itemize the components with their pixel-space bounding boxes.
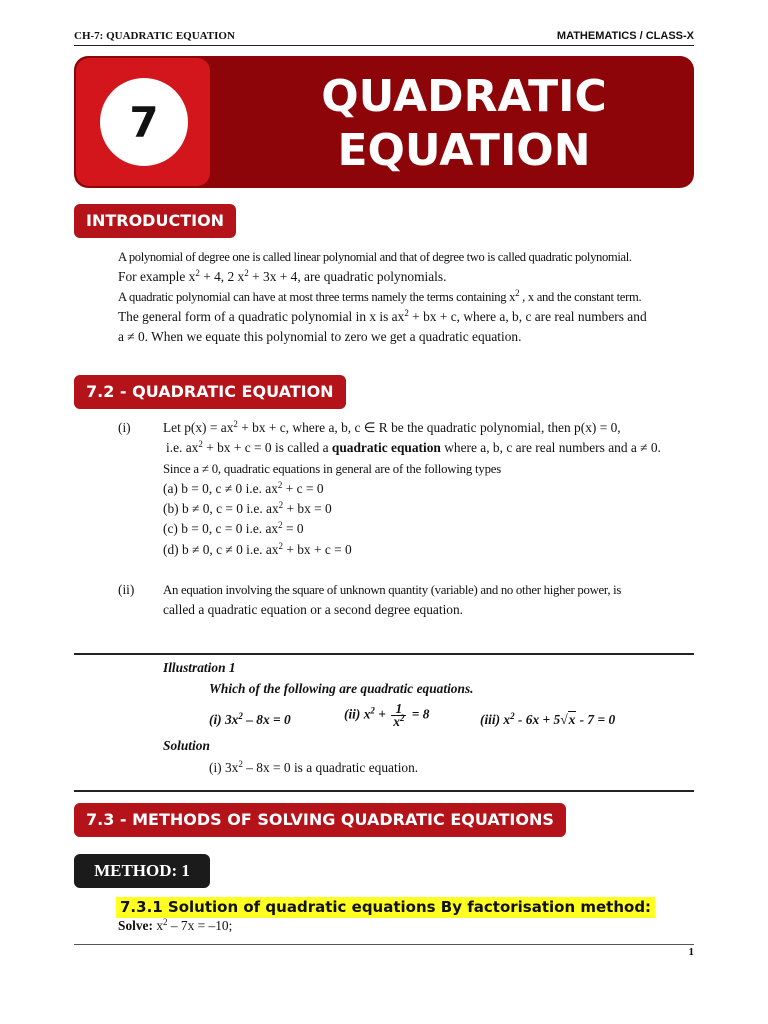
option-ii: (ii) $x^2$ + $\frac{1}{x^2}$ = 8 — [344, 701, 430, 729]
footer-rule — [74, 944, 694, 945]
intro-line: For example $x^2 + 4$, 2 $x^2 + 3x + 4$, are quadratic polynomials. — [118, 268, 447, 284]
intro-line: a ≠ 0. When we equate this polynomial to zero we get a quadratic equation. — [118, 329, 522, 344]
list-number: (ii) — [118, 582, 135, 597]
option-iii: (iii) $x^2 - 6x + 5√x - 7 = 0$ — [480, 711, 616, 727]
option-i: (i) $3x^2 - 8x = 0$ — [209, 711, 291, 727]
solution-label: Solution — [163, 738, 210, 753]
intro-line: The general form of a quadratic polynomial in x is $ax^2$ + bx + c, where a, b, c are real numbers and — [118, 308, 647, 324]
illustration-question: Which of the following are quadratic equations. — [209, 681, 474, 696]
method-heading: 7.3.1 Solution of quadratic equations By factorisation method: — [116, 897, 655, 918]
chapter-title-line2: EQUATION — [337, 125, 591, 176]
list-number: (i) — [118, 420, 131, 435]
running-header — [74, 30, 694, 46]
section-methods: 7.3 - METHODS OF SOLVING QUADRATIC EQUATIONS — [74, 803, 566, 837]
intro-line: A quadratic polynomial can have at most three terms namely the terms containing $x^2$ , x and the constant term. — [118, 288, 642, 304]
chapter-title — [254, 70, 674, 178]
divider-rule — [74, 653, 694, 655]
subject-label: MATHEMATICS / CLASS-X — [556, 30, 694, 42]
section-quadratic-equation: 7.2 - QUADRATIC EQUATION — [74, 375, 346, 409]
chapter-number-box — [76, 58, 210, 186]
page-number: 1 — [688, 946, 694, 958]
chapter-number: 7 — [100, 78, 188, 166]
solution-text: (i) $3x^2 - 8x = 0$ is a quadratic equation. — [209, 759, 419, 775]
chapter-banner — [74, 56, 694, 188]
intro-paragraph — [118, 247, 696, 347]
solve-line: Solve: $x^2 - 7x = -10$; — [118, 917, 233, 933]
list-item-i — [118, 418, 696, 563]
divider-rule — [74, 790, 694, 792]
illustration-title: Illustration 1 — [163, 660, 236, 675]
chapter-label: CH-7: QUADRATIC EQUATION — [74, 30, 235, 42]
list-body: An equation involving the square of unknown quantity (variable) and no other higher power, is called a quadratic equation or a second degree equation. — [163, 583, 622, 618]
list-item-ii — [118, 580, 696, 622]
list-body: Let $p(x) = ax^2$ + bx + c, where a, b, c ∈ R be the quadratic polynomial, then p(x) = 0, i.e. $ax^2$ + bx + c = 0 is called a quadratic equation where a, b, c are real numbers and a ≠ 0. Since a ≠ 0, quadratic equations in general are of the following types (a) b = 0, c ≠ 0 i.e. $ax^2 + c = 0$ (b) b ≠ 0, c = 0 i.e. $ax^2$ + bx = 0 (c) b = 0, c = 0 i.e. $ax^2 = 0$ (d) b ≠ 0, c ≠ 0 i.e. $ax^2$ + bx + c = 0 — [163, 419, 661, 557]
chapter-title-line1: QUADRATIC — [321, 71, 607, 122]
intro-line: A polynomial of degree one is called linear polynomial and that of degree two is called quadratic polynomial. — [118, 250, 632, 264]
section-introduction: INTRODUCTION — [74, 204, 236, 238]
method-badge: METHOD: 1 — [74, 854, 210, 888]
